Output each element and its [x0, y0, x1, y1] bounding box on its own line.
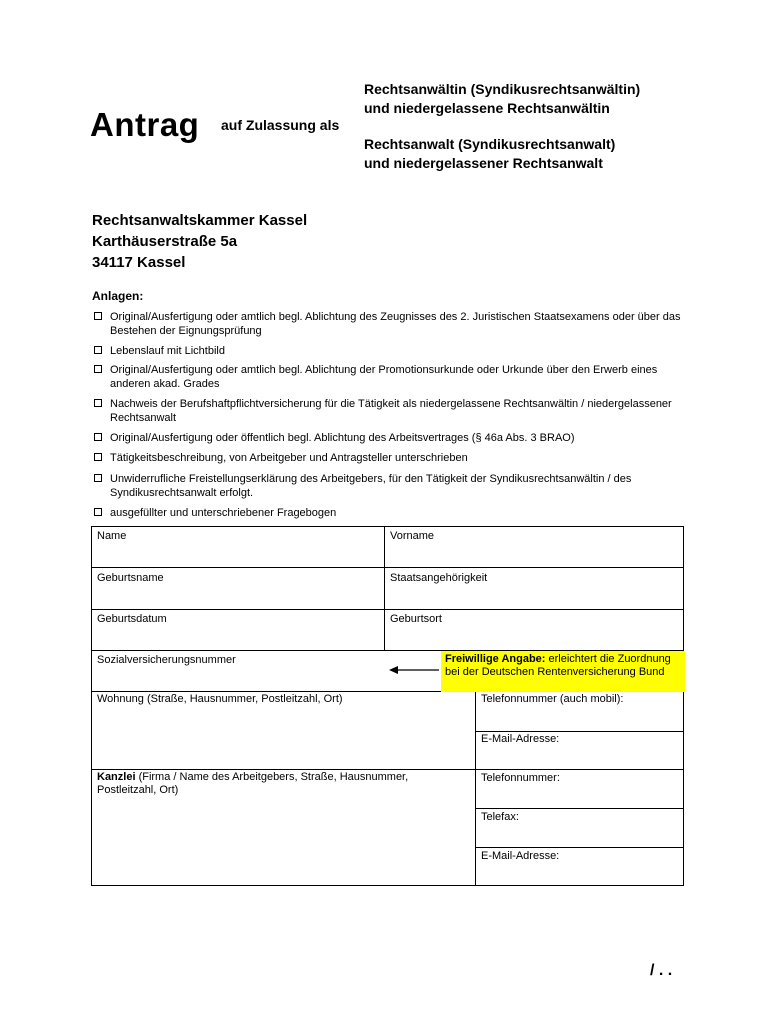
vorname-field[interactable]: Vorname — [390, 530, 435, 542]
attachment-label: Original/Ausfertigung oder amtlich begl. Ablichtung des Zeugnisses des 2. Juristischen Staatsexamens oder über das Bestehen der Eignungsprüfung — [110, 311, 681, 337]
address-line-3: 34117 Kassel — [92, 254, 186, 271]
name-field[interactable]: Name — [97, 530, 127, 542]
recipient-address — [92, 210, 307, 273]
kanzlei-description: (Firma / Name des Arbeitgebers, Straße, Hausnummer, Postleitzahl, Ort) — [97, 771, 409, 796]
kanzlei-field[interactable] — [97, 771, 467, 797]
form-divider — [475, 731, 683, 732]
attachment-label: ausgefüllter und unterschriebener Fragebogen — [110, 507, 337, 519]
form-divider — [384, 527, 385, 651]
attachment-item[interactable] — [94, 364, 684, 391]
option-rechtsanwaeltin — [364, 80, 640, 118]
sozialversicherungsnummer-field[interactable]: Sozialversicherungsnummer — [97, 654, 236, 666]
form-divider — [92, 769, 683, 770]
personal-data-form — [91, 526, 684, 886]
attachment-item[interactable] — [94, 311, 684, 338]
attachment-checkbox[interactable] — [94, 365, 102, 373]
address-line-1: Rechtsanwaltskammer Kassel — [92, 212, 308, 229]
voluntary-info-note — [441, 651, 685, 692]
kanzlei-label: Kanzlei — [97, 771, 136, 783]
geburtsname-field[interactable]: Geburtsname — [97, 572, 164, 584]
attachment-checkbox[interactable] — [94, 433, 102, 441]
anlagen-heading: Anlagen: — [92, 289, 144, 303]
geburtsdatum-field[interactable]: Geburtsdatum — [97, 613, 167, 625]
attachment-item[interactable] — [94, 398, 684, 425]
attachment-item[interactable] — [94, 345, 684, 359]
option-rechtsanwalt-line2: und niedergelassener Rechtsanwalt — [364, 155, 603, 171]
form-divider — [92, 609, 683, 610]
option-rechtsanwaeltin-line2: und niedergelassene Rechtsanwältin — [364, 100, 610, 116]
form-divider — [475, 808, 683, 809]
attachment-item[interactable] — [94, 473, 684, 500]
kanzlei-telefon-field[interactable]: Telefonnummer: — [481, 772, 560, 784]
arrow-left-icon — [389, 665, 441, 675]
telefon-mobil-field[interactable]: Telefonnummer (auch mobil): — [481, 693, 624, 705]
attachment-label: Lebenslauf mit Lichtbild — [110, 345, 225, 357]
form-title: Antrag — [90, 106, 200, 143]
attachment-label: Original/Ausfertigung oder öffentlich begl. Ablichtung des Arbeitsvertrages (§ 46a Abs. 3 BRAO) — [110, 432, 575, 444]
option-rechtsanwalt — [364, 135, 615, 173]
form-subtitle: auf Zulassung als — [221, 117, 340, 133]
attachment-checkbox[interactable] — [94, 346, 102, 354]
kanzlei-telefax-field[interactable]: Telefax: — [481, 811, 519, 823]
attachment-item[interactable] — [94, 507, 684, 521]
voluntary-info-label: Freiwillige Angabe: — [445, 653, 546, 665]
address-line-2: Karthäuserstraße 5a — [92, 233, 238, 250]
attachment-item[interactable] — [94, 432, 684, 446]
attachment-label: Unwiderrufliche Freistellungserklärung des Arbeitgebers, für den Tätigkeit der Syndikusrechtsanwältin / des Syndikusrechtsanwalt erfolgt. — [110, 473, 632, 499]
attachment-label: Tätigkeitsbeschreibung, von Arbeitgeber und Antragsteller unterschrieben — [110, 452, 468, 464]
attachment-checkbox[interactable] — [94, 453, 102, 461]
form-divider — [475, 847, 683, 848]
email-field[interactable]: E-Mail-Adresse: — [481, 733, 560, 745]
attachment-item[interactable] — [94, 452, 684, 466]
geburtsort-field[interactable]: Geburtsort — [390, 613, 442, 625]
page-continuation-mark: / . . — [650, 962, 673, 979]
option-rechtsanwaeltin-line1: Rechtsanwältin (Syndikusrechtsanwältin) — [364, 81, 641, 97]
wohnung-field[interactable]: Wohnung (Straße, Hausnummer, Postleitzahl, Ort) — [97, 693, 343, 705]
staatsangehoerigkeit-field[interactable]: Staatsangehörigkeit — [390, 572, 488, 584]
voluntary-info-text: erleichtert die Zuordnung bei der Deutschen Rentenversicherung Bund — [445, 653, 671, 678]
attachment-checkbox[interactable] — [94, 474, 102, 482]
form-divider — [475, 691, 476, 885]
kanzlei-email-field[interactable]: E-Mail-Adresse: — [481, 850, 560, 862]
attachment-label: Original/Ausfertigung oder amtlich begl. Ablichtung der Promotionsurkunde oder Urkunde über den Erwerb eines anderen akad. Grades — [110, 364, 658, 390]
option-rechtsanwalt-line1: Rechtsanwalt (Syndikusrechtsanwalt) — [364, 136, 616, 152]
attachment-checkbox[interactable] — [94, 508, 102, 516]
attachment-label: Nachweis der Berufshaftpflichtversicherung für die Tätigkeit als niedergelassene Rechtsanwältin / niedergelassener Rechtsanwalt — [110, 398, 672, 424]
attachment-checkbox[interactable] — [94, 312, 102, 320]
form-divider — [92, 567, 683, 568]
attachment-checkbox[interactable] — [94, 399, 102, 407]
